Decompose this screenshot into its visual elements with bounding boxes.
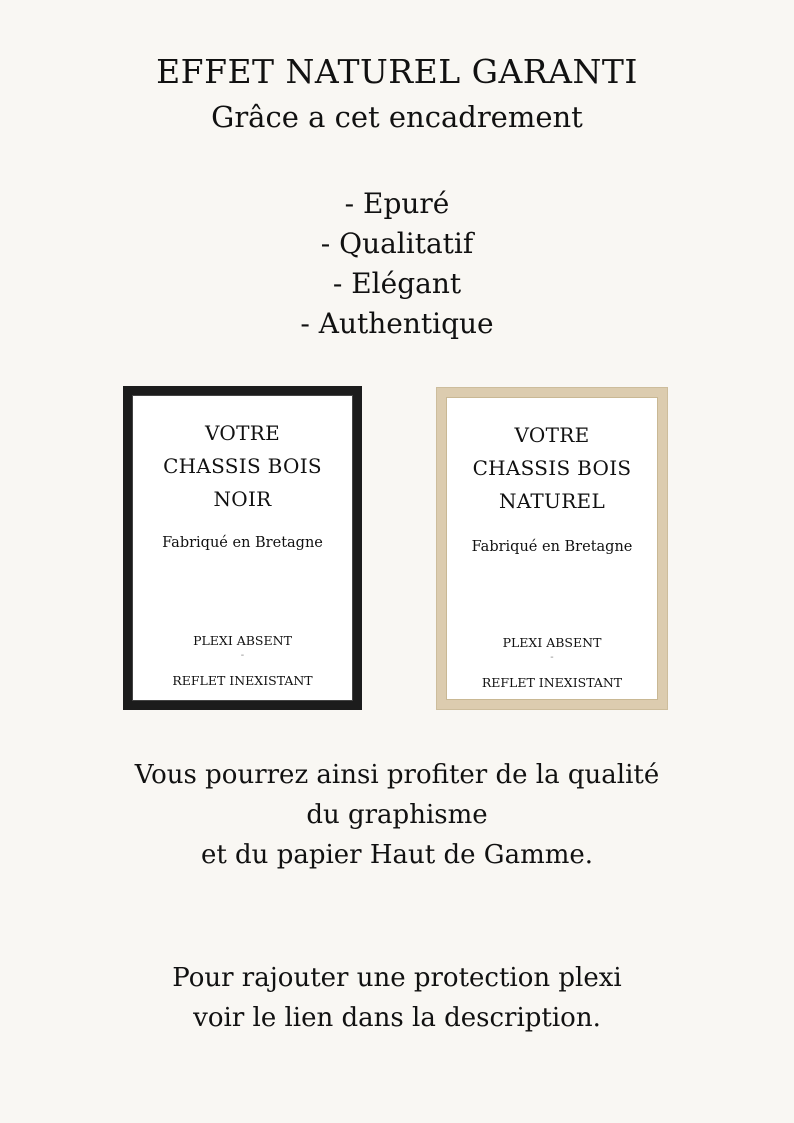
black-frame-title-line: VOTRE <box>205 421 280 445</box>
natural-frame-title-line: CHASSIS BOIS <box>472 456 632 480</box>
black-frame-reflet: REFLET INEXISTANT <box>172 673 313 688</box>
natural-frame-illustration <box>437 388 667 709</box>
natural-frame-separator: - <box>550 652 554 663</box>
black-frame-title-line: NOIR <box>213 487 272 511</box>
black-frame-illustration <box>123 386 362 710</box>
natural-frame-title-line: NATUREL <box>498 489 606 513</box>
black-frame-title-line: CHASSIS BOIS <box>163 454 322 478</box>
feature-item: - Epuré <box>344 187 450 220</box>
black-frame-separator: - <box>240 650 245 661</box>
black-frame-origin: Fabriqué en Bretagne <box>162 535 323 551</box>
black-frame-title <box>132 417 353 516</box>
natural-frame-title-line: VOTRE <box>514 423 590 447</box>
plexi-paragraph <box>0 958 794 1038</box>
feature-item: - Qualitatif <box>320 227 474 260</box>
page-title: EFFET NATUREL GARANTI <box>156 52 638 91</box>
natural-frame-origin: Fabriqué en Bretagne <box>471 539 633 555</box>
natural-frame-content <box>446 397 658 700</box>
feature-item: - Authentique <box>300 307 494 340</box>
natural-frame-plexi: PLEXI ABSENT <box>502 635 602 650</box>
black-frame-content <box>132 395 353 701</box>
natural-frame-reflet: REFLET INEXISTANT <box>481 675 623 690</box>
plexi-line: voir le lien dans la description. <box>193 1003 601 1033</box>
quality-line: du graphisme <box>306 800 488 830</box>
feature-item: - Elégant <box>332 267 462 300</box>
quality-line: Vous pourrez ainsi profiter de la qualité <box>134 760 660 790</box>
natural-frame-title <box>446 419 658 518</box>
page-subtitle: Grâce a cet encadrement <box>211 100 583 134</box>
quality-line: et du papier Haut de Gamme. <box>200 840 594 870</box>
plexi-line: Pour rajouter une protection plexi <box>172 963 622 993</box>
feature-list <box>0 184 794 344</box>
black-frame-plexi: PLEXI ABSENT <box>193 633 292 648</box>
quality-paragraph <box>0 755 794 875</box>
